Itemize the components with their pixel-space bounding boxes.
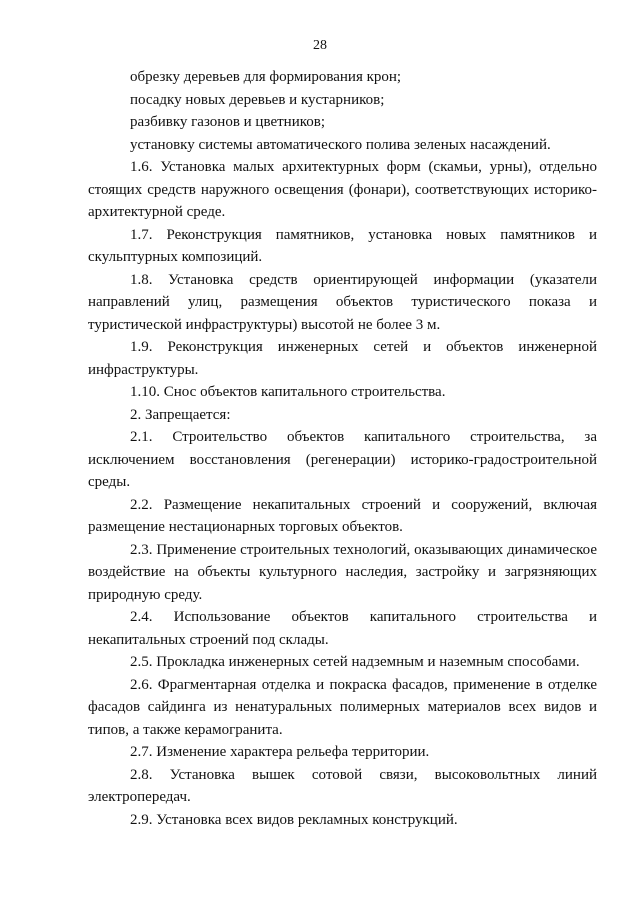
paragraph-tree-planting: посадку новых деревьев и кустарников; [130, 91, 385, 108]
paragraph-1-8: 1.8. Установка средств ориентирующей информации (указатели направлений улиц, размещения объектов туристического показа и туристической инфраструктуры) высотой не более 3 м. [88, 271, 597, 333]
paragraph-2-5: 2.5. Прокладка инженерных сетей надземным и наземным способами. [130, 654, 580, 670]
document-body [88, 66, 597, 831]
paragraph-tree-trimming: обрезку деревьев для формирования крон; [130, 69, 402, 85]
paragraph-lawns: разбивку газонов и цветников; [130, 114, 325, 130]
paragraph-1-10: 1.10. Снос объектов капитального строительства. [130, 384, 446, 400]
paragraph-irrigation: установку системы автоматического полива зеленых насаждений. [130, 136, 551, 153]
paragraph-2-7: 2.7. Изменение характера рельефа территории. [130, 744, 430, 760]
paragraph-2-4: 2.4. Использование объектов капитального строительства и некапитальных строений под склады. [88, 609, 597, 648]
paragraph-2-8: 2.8. Установка вышек сотовой связи, высоковольтных линий электропередач. [88, 766, 597, 805]
page-number: 28 [313, 38, 327, 53]
paragraph-2-2: 2.2. Размещение некапитальных строений и сооружений, включая размещение нестационарных торговых объектов. [88, 496, 597, 535]
paragraph-2-9: 2.9. Установка всех видов рекламных конструкций. [130, 811, 458, 828]
paragraph-1-9: 1.9. Реконструкция инженерных сетей и объектов инженерной инфраструктуры. [88, 339, 597, 378]
paragraph-1-6: 1.6. Установка малых архитектурных форм (скамьи, урны), отдельно стоящих средств наружного освещения (фонари), соответствующих историко-архитектурной среде. [88, 159, 597, 220]
paragraph-2-heading: 2. Запрещается: [130, 406, 231, 423]
paragraph-1-7: 1.7. Реконструкция памятников, установка новых памятников и скульптурных композиций. [88, 226, 597, 265]
paragraph-2-1: 2.1. Строительство объектов капитального строительства, за исключением восстановления (регенерации) историко-градостроительной среды. [88, 429, 597, 490]
paragraph-2-3: 2.3. Применение строительных технологий, оказывающих динамическое воздействие на объекты культурного наследия, застройку и загрязняющих природную среду. [88, 541, 597, 603]
paragraph-2-6: 2.6. Фрагментарная отделка и покраска фасадов, применение в отделке фасадов сайдинга из ненатуральных полимерных материалов всех видов и типов, а также керамогранита. [88, 676, 597, 738]
